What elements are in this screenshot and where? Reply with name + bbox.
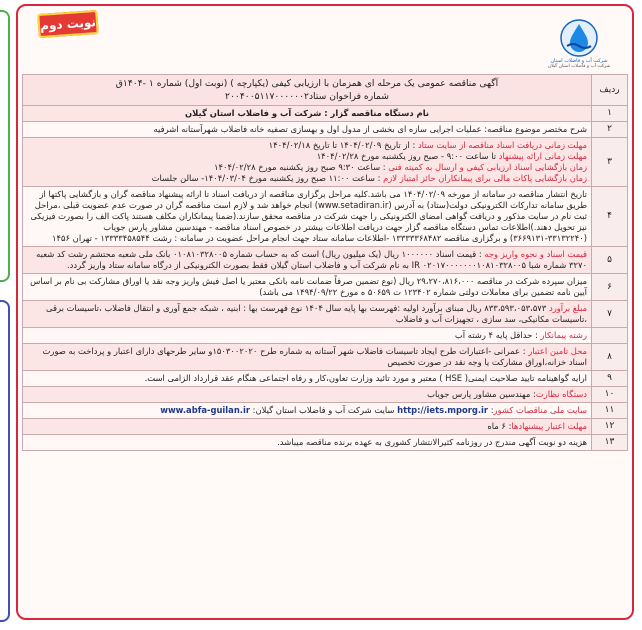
schedule-value: : ساعت ۱۱:۰۰ صبح روز یکشنبه مورخ ۱۴۰۴/۰۳/۰۴- سالن جلسات (151, 173, 384, 183)
table-row (23, 344, 628, 371)
row-label: سایت ملی مناقصات کشور (493, 405, 587, 415)
table-row (23, 122, 628, 138)
company-logo (544, 18, 614, 76)
table-row (23, 371, 628, 387)
table-row (23, 274, 628, 301)
row-text: میزان سپرده شرکت در مناقصه ۲۹،۲۷۰،۸۱۶،۰۰۰ ریال (نوع تضمین صرفاً ضمانت نامه بانکی معتبر یا اصل فیش واریز وجه نقد یا اوراق مشارکت بی نام بر اساس آیین نامه تضمین برای معاملات دولتی شماره ۱۲۳۴۰۲ ت ۵۰۶۵۹ ه مورخ ۱۴۹۴/۰۹/۲۲ می باشد) (23, 274, 592, 301)
row-label: مبلغ برآورد (548, 303, 587, 313)
row-text: نام دستگاه مناقصه گزار : شرکت آب و فاضلاب استان گیلان (23, 106, 592, 122)
row-label: دستگاه نظارت (535, 389, 587, 399)
schedule-value: : از تاریخ ۱۴۰۴/۰۲/۰۹ تا تاریخ ۱۴۰۴/۰۲/۱۸ (268, 140, 418, 150)
row-text: شرح مختصر موضوع مناقصه: عملیات اجرایی سازه ای بخشی از مدول اول و بهسازی تصفیه خانه فاضلاب شهرآستانه اشرفیه (23, 122, 592, 138)
row-label: قیمت اسناد و نحوه واریز وجه (484, 249, 587, 259)
notice-title (23, 75, 592, 106)
row-number: ۸ (592, 344, 628, 371)
water-drop-logo-icon (559, 18, 599, 58)
green-side-bar (0, 10, 10, 282)
schedule-label: زمان بازگشایی اسناد ارزیابی کیفی و ارسال به کمیته فنی (388, 162, 587, 172)
row-number: ۵ (592, 247, 628, 274)
row-value: : عمرانی -اعتبارات طرح ایجاد تاسیسات فاضلاب شهر آستانه به شماره طرح ۱۵۰۳۰۰۲۰۲۰و سایر طرحهای دارای اعتبار و پرداخت به صورت اسناد خزانه،اوراق مشارکت یا وجه نقد در صورت تخصیص (42, 346, 587, 367)
notice-title-line1: آگهی مناقصه عمومی یک مرحله ای همزمان با ارزیابی کیفی (یکپارچه ) (نوبت اول) شماره ۱ -۱۴۰۴ق (115, 78, 499, 89)
table-row (23, 328, 628, 344)
schedule-label: مهلت زمانی ارائه پیشنهاد (498, 151, 587, 161)
row-value: سایت شرکت آب و فاضلاب استان گیلان: (249, 405, 398, 415)
schedule-label: زمان بازگشایی پاکات مالی برای پیمانکاران حائز امتیاز لازم (383, 173, 587, 183)
row-text (23, 301, 592, 328)
row-number: ۹ (592, 371, 628, 387)
logo-text-line2: شرکت آب و فاضلاب استان گیلان (547, 64, 611, 69)
table-row (23, 106, 628, 122)
notice-title-line2: شماره فراخوان ستاد۲۰۰۴۰۰۵۱۱۷۰۰۰۰۰۰۲ (225, 91, 389, 102)
row-number: ۱۳ (592, 435, 628, 451)
table-row (23, 138, 628, 187)
row-number: ۱۱ (592, 403, 628, 419)
row-number-header: ردیف (592, 75, 628, 106)
row-number: ۴ (592, 187, 628, 247)
tender-table (22, 74, 628, 451)
schedule-label: مهلت زمانی دریافت اسناد مناقصه از سایت ستاد (417, 140, 587, 150)
table-row (23, 387, 628, 403)
table-row (23, 301, 628, 328)
row-text (23, 247, 592, 274)
row-number: ۷ (592, 301, 628, 328)
row-value: : قیمت اسناد ۱۰۰۰۰۰۰ ریال (یک میلیون ریال) است که به حساب شماره ۰۱۰۸۱۰۳۲۸۰۰۵ بانک ملی شعبه محتشم رشت کد شعبه ۳۲۷۰ شماره شبا IR ۰۲۰۱۷۰۰۰۰۰۰۰۱۰۸۱۰۳۲۸۰۰۵ به نام شرکت آب و فاضلاب استان گیلان فقط بصورت الکترونیکی از درگاه سامانه ستاد واریز گردد. (36, 249, 587, 270)
row-text: ارایه گواهینامه تایید صلاحیت ایمنی( HSE ) معتبر و مورد تائید وزارت تعاون،کار و رفاه اجتماعی هنگام عقد قرارداد الزامی است. (23, 371, 592, 387)
row-websites: سایت ملی مناقصات کشور: http://iets.mporg.ir سایت شرکت آب و فاضلاب استان گیلان: www.abfa-guilan.ir (23, 403, 592, 419)
row-value: ۸۳۳،۵۹۳،۰۵۳،۵۷۳ ریال مبنای برآورد اولیه :فهرست بها پایه سال ۱۴۰۴ نوع فهرست بها : ابنیه ، شبکه جمع آوری و انتقال فاضلاب ،تاسیسات برقی ،تاسیسات مکانیکی، سد سازی ، تجهیزات آب و فاضلاب (46, 303, 587, 324)
table-row (23, 403, 628, 419)
row-text: هزینه دو نوبت آگهی مندرج در روزنامه کثیرالانتشار کشوری به عهده برنده مناقصه میباشد. (23, 435, 592, 451)
row-value: : مهندسین مشاور پارس جویاب (427, 389, 536, 399)
row-value: : حداقل پایه ۴ رشته آب (454, 330, 541, 340)
left-frame (0, 0, 14, 630)
second-round-badge: نوبت دوم (37, 10, 99, 38)
row-number: ۱۲ (592, 419, 628, 435)
logo-text-line1: شرکت آب و فاضلاب استان (550, 58, 608, 64)
schedule-value: : ساعت ۹:۳۰ صبح روز یکشنبه مورخ ۱۴۰۴/۰۲/۲۸ (213, 162, 389, 172)
row-label: مهلت اعتبار پیشنهادها (511, 421, 587, 431)
table-row (23, 419, 628, 435)
blue-side-bar (0, 300, 10, 622)
row-number: ۱ (592, 106, 628, 122)
row-text (23, 344, 592, 371)
row-text (23, 387, 592, 403)
row-number (592, 328, 628, 344)
row-number: ۳ (592, 138, 628, 187)
row-value: : ۶ ماه (487, 421, 512, 431)
row-text: تاریخ انتشار مناقصه در سامانه از مورخه ۱۴۰۴/۰۲/۰۹ می باشد.کلیه مراحل برگزاری مناقصه از دریافت اسناد تا ارائه پیشنهاد مناقصه گران و بازگشایی پاکتها از طریق سامانه تدارکات الکترونیکی دولت(ستاد) به آدرس (www.setadiran.ir) انجام خواهد شد و لازم است مناقصه گران در صورت عدم عضویت قبلی ،مراحل ثبت نام در سایت مذکور و دریافت گواهی امضای الکترونیکی را جهت شرکت در مناقصه محقق سازند.(ضمنا پیمانکاران مکلف هستند پاکت الف را بصورت فیزیکی نیز تحویل دهند.)اطلاعات تماس دستگاه مناقصه گزار جهت دریافت اطلاعات بیشتر در خصوص اسناد مناقصه - مهندسین مشاور پارس جویاب (۳۳۱۳۲۲۴۰-۳۶۶۹۱۳۱) و برگزاری مناقصه ۱۳۳۳۳۳۶۸۴۸۲ -اطلاعات سامانه ستاد جهت انجام مراحل عضویت در سامانه : رشت ۱۳۳۳۳۴۵۸۵۴۴ - تهران ۱۴۵۶ (23, 187, 592, 247)
company-site-link[interactable]: www.abfa-guilan.ir (160, 405, 250, 415)
national-tender-site-link[interactable]: http://iets.mporg.ir (397, 405, 489, 415)
row-text (23, 328, 592, 344)
row-number: ۶ (592, 274, 628, 301)
table-row (23, 435, 628, 451)
row-number: ۲ (592, 122, 628, 138)
row-label: محل تامین اعتبار (528, 346, 587, 356)
row-text (23, 419, 592, 435)
row-schedule (23, 138, 592, 187)
table-row (23, 187, 628, 247)
schedule-value: تا ساعت ۹:۰۰ - صبح روز یکشنبه مورخ ۱۴۰۴/۰۲/۲۸ (316, 151, 499, 161)
table-row (23, 247, 628, 274)
row-label: رشته پیمانکار (540, 330, 587, 340)
row-number: ۱۰ (592, 387, 628, 403)
